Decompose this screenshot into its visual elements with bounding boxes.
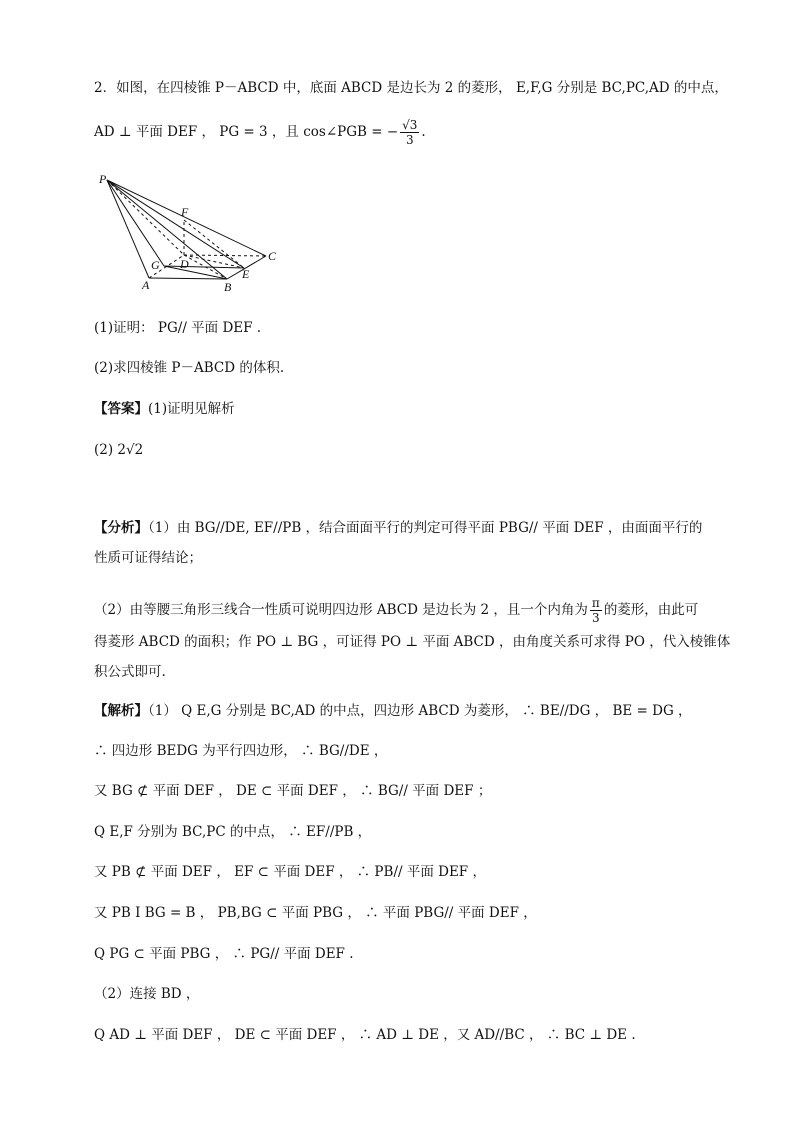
analysis-line-3 — [94, 596, 698, 625]
solution-line-2: ∴ 四边形 BEDG 为平行四边形， ∴ BG//DE ， — [94, 743, 388, 759]
edge-GB — [164, 266, 227, 279]
pyramid-figure — [94, 168, 284, 296]
fraction-numerator: π — [591, 596, 600, 610]
edge-PG — [107, 180, 164, 266]
problem-line-2-end: . — [421, 124, 426, 140]
edge-PB — [107, 180, 227, 279]
question-2: (2)求四棱锥 P－ABCD 的体积. — [94, 360, 285, 376]
answer-1: (1)证明见解析 — [148, 401, 235, 417]
analysis-line-2: 性质可证得结论； — [94, 550, 202, 566]
label-F: F — [181, 205, 189, 219]
answer-2: (2) 2√2 — [94, 442, 144, 458]
problem-line-2 — [94, 118, 426, 147]
edge-PA — [107, 180, 149, 278]
edge-PD — [107, 180, 184, 255]
analysis-line-5: 积公式即可. — [94, 664, 166, 680]
analysis-p2-b: 的菱形，由此可 — [603, 602, 699, 618]
problem-line-2-text: AD ⊥ 平面 DEF ， PG = 3 ，且 cos∠PGB = − — [94, 124, 399, 140]
solution-tag: 【解析】 — [94, 703, 148, 719]
fraction-sqrt3-over-3 — [400, 118, 419, 147]
question-1: (1)证明： PG// 平面 DEF . — [94, 320, 262, 336]
edge-FE — [184, 220, 244, 268]
label-E: E — [242, 267, 250, 281]
edge-AB — [149, 278, 227, 279]
solution-line-5: 又 PB ⊄ 平面 DEF ， EF ⊂ 平面 DEF ， ∴ PB// 平面 DEF ， — [94, 864, 486, 880]
solution-line-1 — [94, 701, 692, 721]
fraction-denominator: 3 — [405, 133, 414, 147]
solution-line-4: Q E,F 分别为 BC,PC 的中点， ∴ EF//PB ， — [94, 824, 372, 840]
solution-line-7: Q PG ⊂ 平面 PBG ， ∴ PG// 平面 DEF . — [94, 946, 354, 962]
solution-line-3: 又 BG ⊄ 平面 DEF ， DE ⊂ 平面 DEF ， ∴ BG// 平面 DEF ； — [94, 783, 492, 799]
fraction-denominator: 3 — [592, 611, 600, 625]
fraction-numerator: √3 — [402, 118, 418, 132]
edge-PE — [107, 180, 244, 268]
solution-line-6: 又 PB I BG = B ， PB,BG ⊂ 平面 PBG ， ∴ 平面 PBG// 平面 DEF ， — [94, 905, 537, 921]
answer-tag: 【答案】 — [94, 401, 148, 417]
label-A: A — [142, 278, 150, 292]
label-B: B — [224, 280, 232, 294]
problem-line-1: 2．如图，在四棱锥 P－ABCD 中，底面 ABCD 是边长为 2 的菱形， E,F,G 分别是 BC,PC,AD 的中点， — [94, 80, 728, 96]
analysis-tag: 【分析】 — [94, 520, 148, 536]
answer-line-1 — [94, 399, 235, 419]
analysis-line-4: 得菱形 ABCD 的面积；作 PO ⊥ BG ，可证得 PO ⊥ 平面 ABCD ，由角度关系可求得 PO ，代入棱锥体 — [94, 634, 731, 650]
edge-DE — [184, 255, 244, 268]
label-C: C — [268, 249, 277, 263]
edge-GE — [164, 266, 244, 268]
solution-line-9: Q AD ⊥ 平面 DEF ， DE ⊂ 平面 DEF ， ∴ AD ⊥ DE ，又 AD//BC ， ∴ BC ⊥ DE . — [94, 1027, 636, 1043]
solution-line-8: （2）连接 BD ， — [94, 986, 200, 1002]
analysis-line-1 — [94, 518, 702, 538]
label-P: P — [99, 172, 107, 186]
label-G: G — [151, 258, 160, 272]
analysis-p2-a: （2）由等腰三角形三线合一性质可说明四边形 ABCD 是边长为 2 ，且一个内角为 — [94, 602, 588, 618]
solution-s1: （1） Q E,G 分别是 BC,AD 的中点，四边形 ABCD 为菱形， ∴ BE//DG ， BE = DG ， — [148, 703, 692, 719]
fraction-pi-over-3 — [590, 596, 602, 625]
analysis-p1-a: （1）由 BG//DE, EF//PB ，结合面面平行的判定可得平面 PBG// 平面 DEF ，由面面平行的 — [148, 520, 703, 536]
label-D: D — [180, 257, 189, 271]
